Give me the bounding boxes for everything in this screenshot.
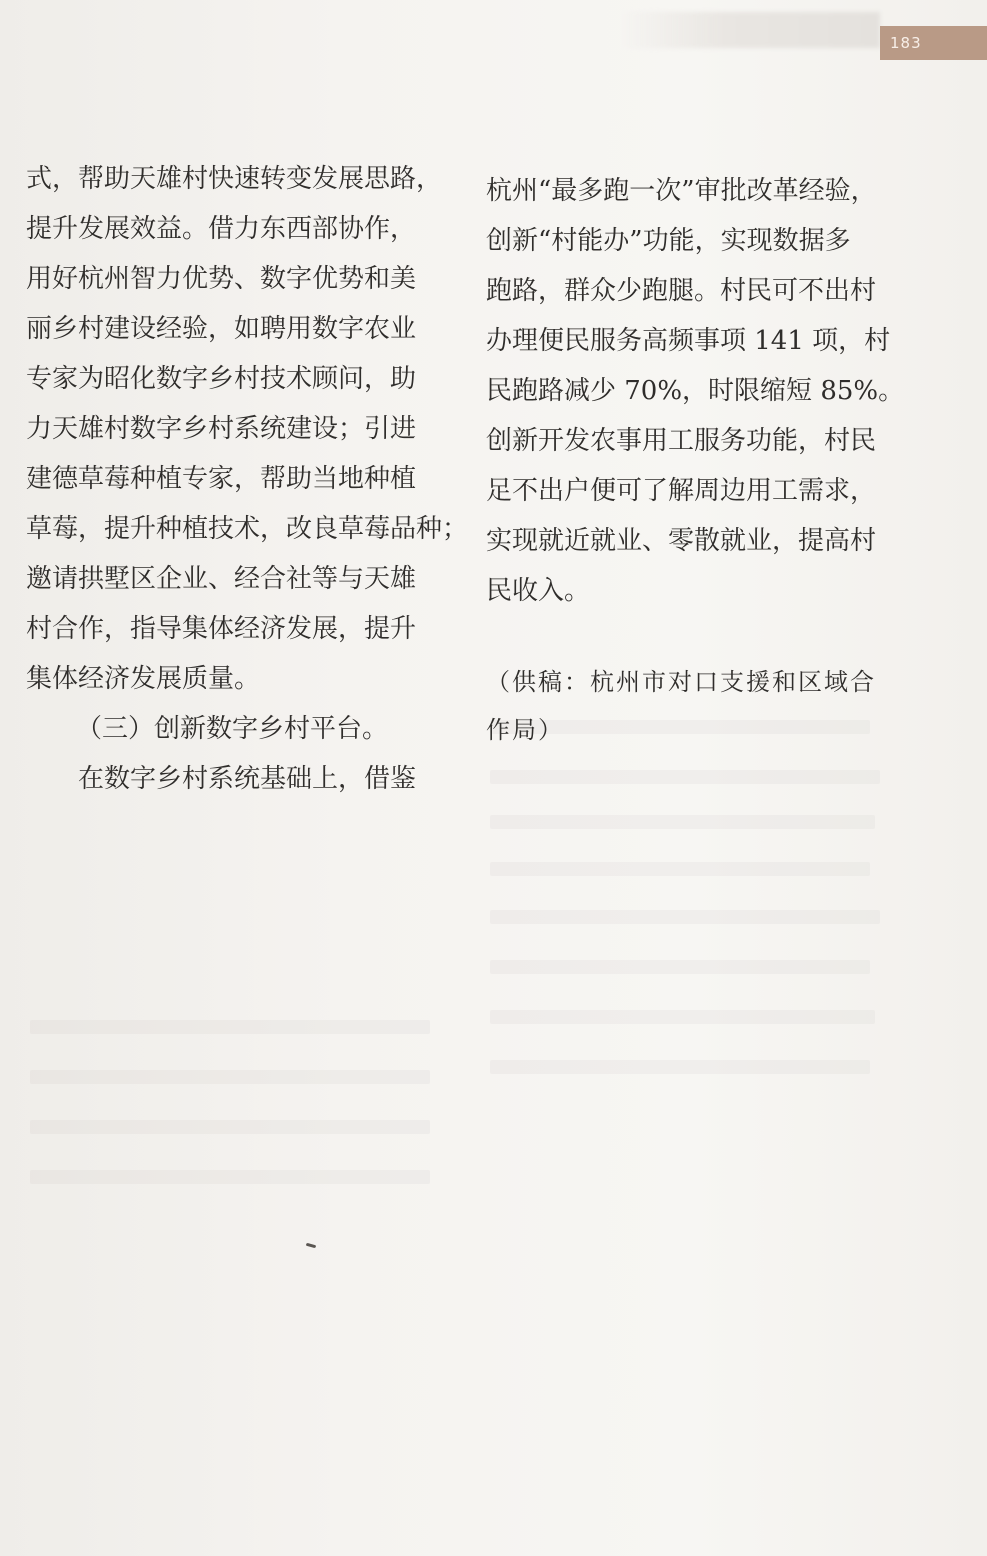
body-line: 实现就近就业、零散就业，提高村 [486, 526, 877, 556]
body-line: 专家为昭化数字乡村技术顾问，助 [26, 364, 417, 394]
bleed-through-mark [490, 910, 880, 924]
bleed-through-mark [490, 1060, 870, 1074]
body-line: 邀请拱墅区企业、经合社等与天雄 [26, 564, 417, 594]
body-line: 民收入。 [486, 576, 591, 606]
body-line: 集体经济发展质量。 [26, 664, 261, 694]
source-credit [486, 658, 886, 754]
body-line: 创新“村能办”功能，实现数据多 [486, 226, 851, 256]
body-line: 力天雄村数字乡村系统建设；引进 [26, 414, 417, 444]
body-line: 草莓，提升种植技术，改良草莓品种； [26, 514, 469, 544]
bleed-through-mark [30, 1020, 430, 1034]
body-line: 足不出户便可了解周边用工需求， [486, 476, 877, 506]
section-heading: （三）创新数字乡村平台。 [76, 714, 389, 744]
bleed-through-mark [490, 960, 870, 974]
bleed-through-mark [490, 770, 880, 784]
bleed-through-mark [30, 1070, 430, 1084]
paragraph-start: 在数字乡村系统基础上，借鉴 [78, 764, 417, 794]
body-line: 跑路，群众少跑腿。村民可不出村 [486, 276, 877, 306]
left-column [26, 154, 469, 804]
bleed-through-mark [490, 1010, 875, 1024]
body-line: 杭州“最多跑一次”审批改革经验， [486, 176, 877, 206]
body-line: 创新开发农事用工服务功能，村民 [486, 426, 877, 456]
body-line: 式，帮助天雄村快速转变发展思路， [26, 164, 443, 194]
page-number: 183 [890, 34, 922, 52]
body-line: 用好杭州智力优势、数字优势和美 [26, 264, 417, 294]
ink-speck [306, 1243, 316, 1248]
right-column [486, 166, 905, 754]
body-line: 丽乡村建设经验，如聘用数字农业 [26, 314, 417, 344]
body-line: 提升发展效益。借力东西部协作， [26, 214, 417, 244]
bleed-through-mark [30, 1120, 430, 1134]
source-line: （供稿：杭州市对口支援和区域合 [486, 668, 876, 696]
source-line: 作局） [486, 716, 564, 744]
body-line: 办理便民服务高频事项 141 项，村 [486, 326, 891, 356]
body-line: 村合作，指导集体经济发展，提升 [26, 614, 417, 644]
header-band [620, 12, 880, 48]
bleed-through-mark [490, 862, 870, 876]
body-line: 建德草莓种植专家，帮助当地种植 [26, 464, 417, 494]
bleed-through-mark [30, 1170, 430, 1184]
body-line: 民跑路减少 70%，时限缩短 85%。 [486, 376, 905, 406]
page-number-tab [880, 26, 987, 60]
bleed-through-mark [490, 815, 875, 829]
